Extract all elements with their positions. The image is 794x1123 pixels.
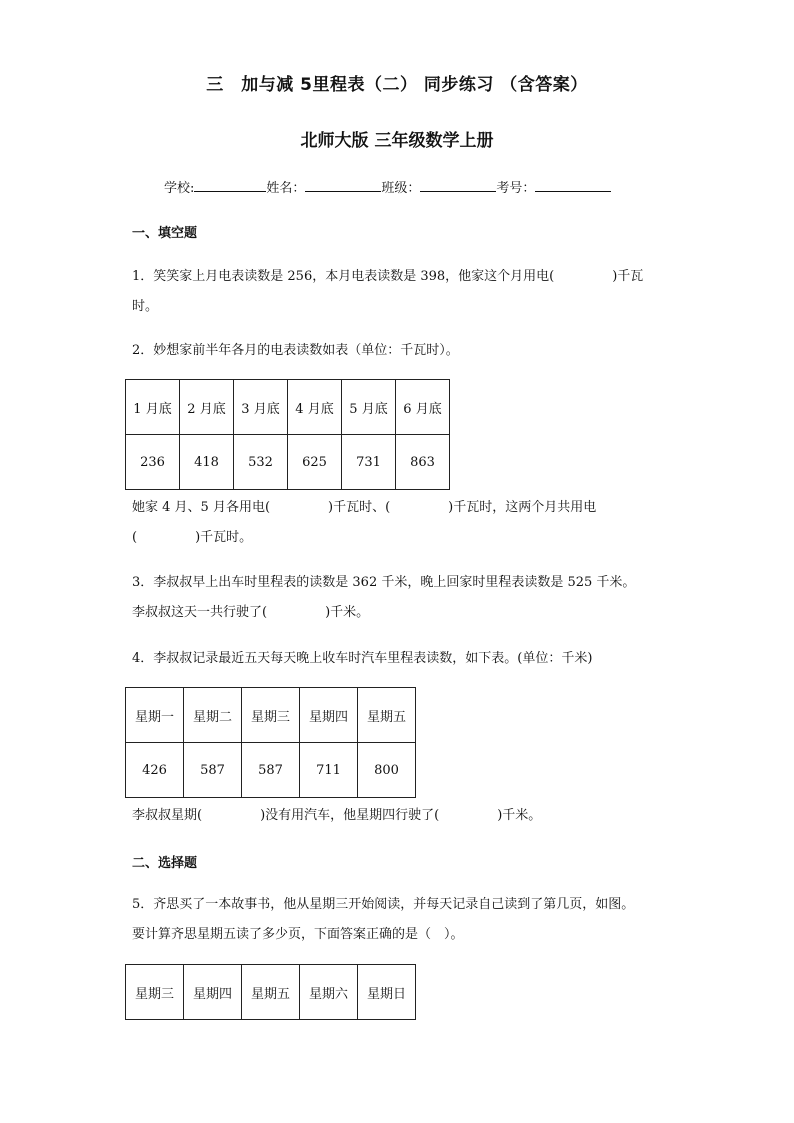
table-header-cell: 6 月底: [396, 380, 450, 435]
table-value-cell: 863: [396, 435, 450, 490]
table-header-cell: 4 月底: [288, 380, 342, 435]
table-value-row: [126, 743, 416, 798]
table-header-cell: 星期四: [300, 688, 358, 743]
question-4-text-c: )千米。: [497, 808, 542, 823]
table-value-cell: 426: [126, 743, 184, 798]
school-label: 学校:: [164, 181, 195, 196]
question-3-line-1: 3．李叔叔早上出车时里程表的读数是 362 千米，晚上回家时里程表读数是 525 千米。: [132, 575, 636, 590]
question-4-text-b: )没有用汽车，他星期四行驶了(: [260, 808, 440, 823]
table-header-cell: 星期五: [358, 688, 416, 743]
question-2-text-b: )千瓦时、(: [328, 500, 391, 515]
question-1-text-b: )千瓦: [612, 269, 644, 284]
table-header-cell: 星期一: [126, 688, 184, 743]
name-label: 姓名：: [266, 181, 306, 196]
class-blank[interactable]: [420, 179, 496, 192]
electricity-reading-table: [125, 379, 450, 490]
question-3-text-b: 李叔叔这天一共行驶了(: [132, 605, 268, 620]
question-5-line-2: 要计算齐思星期五读了多少页，下面答案正确的是（ ）。: [132, 927, 464, 942]
table-header-cell: 星期三: [126, 965, 184, 1020]
school-blank[interactable]: [194, 179, 266, 192]
student-info-line: [164, 177, 611, 196]
question-2-text: 2．妙想家前半年各月的电表读数如表（单位：千瓦时）。: [132, 343, 459, 358]
question-2-text-e: )千瓦时。: [195, 530, 253, 545]
table-header-cell: 3 月底: [234, 380, 288, 435]
table-header-row: [126, 688, 416, 743]
question-1: [132, 262, 672, 322]
table-header-cell: 星期六: [300, 965, 358, 1020]
table-header-cell: 星期三: [242, 688, 300, 743]
question-1-text-a: 1．笑笑家上月电表读数是 256，本月电表读数是 398，他家这个月用电(: [132, 269, 555, 284]
page-subtitle: 北师大版 三年级数学上册: [300, 131, 494, 151]
question-2-text-c: )千瓦时，这两个月共用电: [448, 500, 597, 515]
question-2-line-2: [132, 523, 672, 553]
question-1-line-2: 时。: [132, 299, 159, 314]
table-header-cell: 星期五: [242, 965, 300, 1020]
table-header-cell: 5 月底: [342, 380, 396, 435]
question-2-text-a: 她家 4 月、5 月各用电(: [132, 500, 271, 515]
question-5-line-1: 5．齐思买了一本故事书，他从星期三开始阅读，并每天记录自己读到了第几页，如图。: [132, 897, 635, 912]
table-value-cell: 532: [234, 435, 288, 490]
table-value-cell: 711: [300, 743, 358, 798]
section-choice-title: 二、选择题: [132, 856, 198, 871]
table-value-cell: 731: [342, 435, 396, 490]
table-value-cell: 587: [242, 743, 300, 798]
section-fill-in-title: 一、填空题: [132, 226, 198, 241]
question-4-text-a: 李叔叔星期(: [132, 808, 203, 823]
table-value-cell: 587: [184, 743, 242, 798]
question-3: [132, 568, 692, 628]
reading-pages-table: [125, 964, 416, 1020]
class-label: 班级：: [381, 181, 421, 196]
table-header-cell: 2 月底: [180, 380, 234, 435]
table-value-cell: 236: [126, 435, 180, 490]
question-2-line-1: [132, 493, 672, 523]
page-title: 三 加与减 5里程表（二） 同步练习 （含答案）: [206, 75, 588, 95]
number-blank[interactable]: [535, 179, 611, 192]
question-3-line-2: [132, 598, 692, 628]
table-header-cell: 星期二: [184, 688, 242, 743]
table-header-cell: 星期日: [358, 965, 416, 1020]
table-value-cell: 418: [180, 435, 234, 490]
table-value-cell: 800: [358, 743, 416, 798]
question-2-answers: [132, 493, 672, 553]
question-4-answers: [132, 801, 672, 831]
mileage-reading-table: [125, 687, 416, 798]
table-header-row: [126, 965, 416, 1020]
table-header-cell: 星期四: [184, 965, 242, 1020]
table-header-cell: 1 月底: [126, 380, 180, 435]
number-label: 考号：: [496, 181, 536, 196]
table-value-row: [126, 435, 450, 490]
table-header-row: [126, 380, 450, 435]
question-4-text: 4．李叔叔记录最近五天每天晚上收车时汽车里程表读数，如下表。(单位：千米): [132, 651, 593, 666]
question-3-text-c: )千米。: [325, 605, 370, 620]
question-1-line-1: [132, 262, 672, 292]
question-2-text-d: (: [132, 530, 138, 545]
question-5: [132, 890, 692, 950]
name-blank[interactable]: [305, 179, 381, 192]
table-value-cell: 625: [288, 435, 342, 490]
